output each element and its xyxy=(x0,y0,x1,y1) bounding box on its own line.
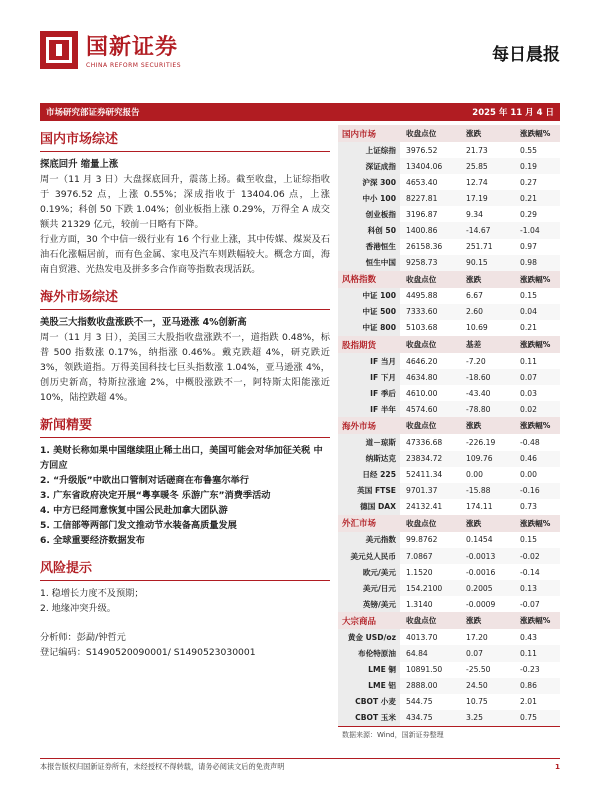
row-value: 17.19 xyxy=(458,190,510,206)
page-footer xyxy=(40,758,560,772)
row-label: 黄金 USD/oz xyxy=(338,629,400,645)
row-value: 0.02 xyxy=(510,401,560,417)
header-cell: 国内市场 xyxy=(338,125,400,142)
row-value: 0.15 xyxy=(510,532,560,548)
row-value: 0.2005 xyxy=(458,580,510,596)
news-item: 1. 美财长称如果中国继续阻止稀土出口，美国可能会对华加征关税 中方回应 xyxy=(40,445,323,471)
row-value: 4610.00 xyxy=(400,385,458,401)
report-type: 每日晨报 xyxy=(492,45,560,65)
row-value: -43.40 xyxy=(458,385,510,401)
row-label: IF 半年 xyxy=(338,401,400,417)
table-row xyxy=(338,678,560,694)
row-value: 2.01 xyxy=(510,694,560,710)
row-value: -0.0016 xyxy=(458,564,510,580)
header-cell: 涨跌幅% xyxy=(510,515,560,532)
row-value: 434.75 xyxy=(400,710,458,726)
company-name-cn: 国新证券 xyxy=(86,35,179,60)
table-row xyxy=(338,596,560,612)
row-value: 4634.80 xyxy=(400,369,458,385)
row-value: 0.46 xyxy=(510,451,560,467)
table-row xyxy=(338,564,560,580)
table-row xyxy=(338,174,560,190)
row-label: 纳斯达克 xyxy=(338,451,400,467)
row-label: 上证综指 xyxy=(338,142,400,158)
row-value: -0.07 xyxy=(510,596,560,612)
header-cell: 涨跌幅% xyxy=(510,336,560,353)
row-value: 4653.40 xyxy=(400,174,458,190)
table-row xyxy=(338,288,560,304)
table-header-overseas xyxy=(338,417,560,434)
row-value: 0.04 xyxy=(510,304,560,320)
row-value: 12.74 xyxy=(458,174,510,190)
logo-mark-icon xyxy=(40,31,78,69)
row-value: 4646.20 xyxy=(400,353,458,369)
row-value: 0.15 xyxy=(510,288,560,304)
row-value: 9701.37 xyxy=(400,483,458,499)
header-cell: 涨跌 xyxy=(458,417,510,434)
row-value: 2.60 xyxy=(458,304,510,320)
header-cell: 涨跌幅% xyxy=(510,125,560,142)
row-value: 0.07 xyxy=(458,645,510,661)
table-row xyxy=(338,401,560,417)
table-header-fx xyxy=(338,515,560,532)
row-value: 3976.52 xyxy=(400,142,458,158)
page-number: 1 xyxy=(554,762,560,771)
market-table xyxy=(338,125,560,726)
row-value: 0.07 xyxy=(510,369,560,385)
row-label: CBOT 玉米 xyxy=(338,710,400,726)
row-label: 日经 225 xyxy=(338,467,400,483)
row-value: 251.71 xyxy=(458,239,510,255)
row-value: 0.13 xyxy=(510,580,560,596)
row-value: 0.03 xyxy=(510,385,560,401)
risk-item: 2. 地缘冲突升级。 xyxy=(40,603,116,614)
row-label: 中证 800 xyxy=(338,320,400,336)
row-label: 道－琼斯 xyxy=(338,434,400,450)
row-value: 47336.68 xyxy=(400,434,458,450)
table-row xyxy=(338,629,560,645)
overseas-subtitle: 美股三大指数收盘涨跌不一，亚马逊涨 4%创新高 xyxy=(40,317,247,328)
row-value: 0.21 xyxy=(510,190,560,206)
table-row xyxy=(338,206,560,222)
row-value: -0.23 xyxy=(510,662,560,678)
table-row xyxy=(338,467,560,483)
row-value: 0.86 xyxy=(510,678,560,694)
row-value: 0.1454 xyxy=(458,532,510,548)
table-header-futures xyxy=(338,336,560,353)
row-value: 0.11 xyxy=(510,353,560,369)
row-label: 德国 DAX xyxy=(338,499,400,515)
header-cell: 海外市场 xyxy=(338,417,400,434)
row-label: 美元指数 xyxy=(338,532,400,548)
table-row xyxy=(338,239,560,255)
overseas-title: 海外市场综述 xyxy=(40,283,330,310)
row-label: 英镑/美元 xyxy=(338,596,400,612)
news-item: 5. 工信部等两部门发文推动节水装备高质量发展 xyxy=(40,520,237,531)
header-cell: 涨跌幅% xyxy=(510,612,560,629)
table-row xyxy=(338,483,560,499)
row-value: -1.04 xyxy=(510,222,560,238)
row-value: 0.19 xyxy=(510,158,560,174)
report-date: 2025 年 11 月 4 日 xyxy=(472,108,554,118)
row-value: 99.8762 xyxy=(400,532,458,548)
header-cell: 收盘点位 xyxy=(400,271,458,288)
row-value: -0.02 xyxy=(510,548,560,564)
row-value: 2888.00 xyxy=(400,678,458,694)
row-label: IF 季后 xyxy=(338,385,400,401)
disclaimer: 本报告版权归国新证券所有，未经授权不得转载，请务必阅读文后的免责声明 xyxy=(40,762,285,771)
header-cell: 收盘点位 xyxy=(400,125,458,142)
news-item: 4. 中方已经同意恢复中国公民赴加拿大团队游 xyxy=(40,505,228,516)
page-header xyxy=(40,30,560,78)
row-value: 9258.73 xyxy=(400,255,458,271)
row-value: -0.0009 xyxy=(458,596,510,612)
table-row xyxy=(338,580,560,596)
table-row xyxy=(338,222,560,238)
table-row xyxy=(338,304,560,320)
overseas-paragraph-1: 周一（11 月 3 日），美国三大股指收盘涨跌不一，道指跌 0.48%，标普 500 指数涨 0.17%，纳指涨 0.46%。戴克跌超 4%，研克跌近 3%，领跌道指。万得美国科技七巨头指数涨 1.04%，亚马逊涨 4%，创历史新高，特斯拉涨逾 2%，中概股涨跌不一，阿特斯太阳能涨近 10%，陆控跌超 4%。 xyxy=(40,332,330,403)
table-row xyxy=(338,662,560,678)
table-header-commodities xyxy=(338,612,560,629)
row-value: 7333.60 xyxy=(400,304,458,320)
row-value: 3196.87 xyxy=(400,206,458,222)
news-item: 6. 全球重要经济数据发布 xyxy=(40,535,145,546)
row-value: -78.80 xyxy=(458,401,510,417)
header-cell: 基差 xyxy=(458,336,510,353)
row-value: -25.50 xyxy=(458,662,510,678)
row-value: 24.50 xyxy=(458,678,510,694)
table-row xyxy=(338,320,560,336)
row-label: 科创 50 xyxy=(338,222,400,238)
row-value: -226.19 xyxy=(458,434,510,450)
row-label: 布伦特原油 xyxy=(338,645,400,661)
row-value: 0.00 xyxy=(458,467,510,483)
header-cell: 风格指数 xyxy=(338,271,400,288)
market-data-panel xyxy=(338,125,560,743)
row-label: 中小 100 xyxy=(338,190,400,206)
domestic-title: 国内市场综述 xyxy=(40,125,330,152)
row-value: 13404.06 xyxy=(400,158,458,174)
row-value: 0.43 xyxy=(510,629,560,645)
table-row xyxy=(338,710,560,726)
risk-item: 1. 稳增长力度不及预期； xyxy=(40,588,144,599)
row-value: 23834.72 xyxy=(400,451,458,467)
analyst-registration: 登记编码：S1490520090001/ S1490523030001 xyxy=(40,647,256,658)
table-row xyxy=(338,499,560,515)
row-value: 25.85 xyxy=(458,158,510,174)
table-header-domestic xyxy=(338,125,560,142)
table-row xyxy=(338,142,560,158)
row-value: 0.00 xyxy=(510,467,560,483)
risk-title: 风险提示 xyxy=(40,554,330,581)
row-value: 17.20 xyxy=(458,629,510,645)
row-label: IF 下月 xyxy=(338,369,400,385)
table-row xyxy=(338,434,560,450)
row-value: 0.97 xyxy=(510,239,560,255)
report-category: 市场研究部证券研究报告 xyxy=(46,108,140,118)
row-value: 8227.81 xyxy=(400,190,458,206)
row-value: 3.25 xyxy=(458,710,510,726)
table-row xyxy=(338,353,560,369)
header-cell: 涨跌幅% xyxy=(510,417,560,434)
header-cell: 涨跌 xyxy=(458,271,510,288)
row-value: 24132.41 xyxy=(400,499,458,515)
row-value: 90.15 xyxy=(458,255,510,271)
table-row xyxy=(338,190,560,206)
row-value: 1400.86 xyxy=(400,222,458,238)
news-item: 2. “升级版”中欧出口管制对话磋商在布鲁塞尔举行 xyxy=(40,475,249,486)
news-item: 3. 广东省政府决定开展“粤享暖冬 乐游广东”消费季活动 xyxy=(40,490,271,501)
row-value: 21.73 xyxy=(458,142,510,158)
row-value: 5103.68 xyxy=(400,320,458,336)
header-cell: 涨跌 xyxy=(458,515,510,532)
company-logo xyxy=(40,30,181,69)
row-value: 0.27 xyxy=(510,174,560,190)
table-row xyxy=(338,645,560,661)
report-bar xyxy=(40,103,560,121)
row-label: IF 当月 xyxy=(338,353,400,369)
company-name-en: CHINA REFORM SECURITIES xyxy=(86,62,182,69)
row-label: CBOT 小麦 xyxy=(338,694,400,710)
row-value: 0.55 xyxy=(510,142,560,158)
row-value: 0.21 xyxy=(510,320,560,336)
row-value: 4013.70 xyxy=(400,629,458,645)
row-value: -0.16 xyxy=(510,483,560,499)
row-value: 10.69 xyxy=(458,320,510,336)
domestic-subtitle: 探底回升 缩量上涨 xyxy=(40,159,119,170)
news-list xyxy=(40,443,330,548)
header-cell: 涨跌 xyxy=(458,612,510,629)
table-header-style xyxy=(338,271,560,288)
table-row xyxy=(338,532,560,548)
row-value: 0.29 xyxy=(510,206,560,222)
row-value: 64.84 xyxy=(400,645,458,661)
header-cell: 收盘点位 xyxy=(400,612,458,629)
row-label: LME 铝 xyxy=(338,678,400,694)
table-row xyxy=(338,451,560,467)
row-label: 欧元/美元 xyxy=(338,564,400,580)
header-cell: 大宗商品 xyxy=(338,612,400,629)
row-value: 0.11 xyxy=(510,645,560,661)
header-cell: 收盘点位 xyxy=(400,336,458,353)
row-value: 6.67 xyxy=(458,288,510,304)
row-value: -14.67 xyxy=(458,222,510,238)
row-value: 174.11 xyxy=(458,499,510,515)
row-value: -7.20 xyxy=(458,353,510,369)
domestic-paragraph-1: 周一（11 月 3 日）大盘探底回升，震荡上扬。截至收盘，上证综指收于 3976.52 点，上涨 0.55%；深成指收于 13404.06 点，上涨 0.19%；科创 50 下跌 1.04%；创业板指上涨 0.29%，万得全 A 成交额共 21329 亿元，较前一日略有下降。 xyxy=(40,174,330,230)
header-cell: 收盘点位 xyxy=(400,515,458,532)
analyst-names: 分析师：彭勐/钟哲元 xyxy=(40,632,126,643)
left-column xyxy=(40,125,330,660)
table-row xyxy=(338,255,560,271)
row-value: -15.88 xyxy=(458,483,510,499)
row-value: 4495.88 xyxy=(400,288,458,304)
row-value: -18.60 xyxy=(458,369,510,385)
row-value: 52411.34 xyxy=(400,467,458,483)
row-label: 美元兑人民币 xyxy=(338,548,400,564)
table-row xyxy=(338,385,560,401)
row-label: 沪深 300 xyxy=(338,174,400,190)
row-value: 1.3140 xyxy=(400,596,458,612)
row-label: 美元/日元 xyxy=(338,580,400,596)
row-label: 英国 FTSE xyxy=(338,483,400,499)
row-value: 4574.60 xyxy=(400,401,458,417)
row-value: 0.75 xyxy=(510,710,560,726)
row-value: -0.48 xyxy=(510,434,560,450)
row-value: -0.14 xyxy=(510,564,560,580)
header-cell: 涨跌幅% xyxy=(510,271,560,288)
row-value: 544.75 xyxy=(400,694,458,710)
row-value: 26158.36 xyxy=(400,239,458,255)
row-value: 7.0867 xyxy=(400,548,458,564)
table-row xyxy=(338,694,560,710)
row-value: 1.1520 xyxy=(400,564,458,580)
row-label: LME 铜 xyxy=(338,662,400,678)
row-value: 109.76 xyxy=(458,451,510,467)
news-title: 新闻精要 xyxy=(40,411,330,438)
row-value: 10.75 xyxy=(458,694,510,710)
row-value: 9.34 xyxy=(458,206,510,222)
row-label: 恒生中国 xyxy=(338,255,400,271)
row-value: 154.2100 xyxy=(400,580,458,596)
domestic-paragraph-2: 行业方面，30 个中信一级行业有 16 个行业上涨，其中传媒、煤炭及石油石化涨幅居前，而有色金属、家电及汽车则跌幅较大。概念方面，海南自贸港、光热发电及拼多多合作商等指数表现活跃。 xyxy=(40,234,330,275)
row-label: 中证 100 xyxy=(338,288,400,304)
row-label: 中证 500 xyxy=(338,304,400,320)
row-value: 0.73 xyxy=(510,499,560,515)
header-cell: 涨跌 xyxy=(458,125,510,142)
table-row xyxy=(338,548,560,564)
data-source: 数据来源：Wind，国新证券整理 xyxy=(338,726,560,743)
row-label: 深证成指 xyxy=(338,158,400,174)
row-label: 创业板指 xyxy=(338,206,400,222)
header-cell: 外汇市场 xyxy=(338,515,400,532)
row-value: 0.98 xyxy=(510,255,560,271)
row-label: 香港恒生 xyxy=(338,239,400,255)
table-row xyxy=(338,369,560,385)
table-row xyxy=(338,158,560,174)
row-value: -0.0013 xyxy=(458,548,510,564)
header-cell: 收盘点位 xyxy=(400,417,458,434)
row-value: 10891.50 xyxy=(400,662,458,678)
header-cell: 股指期货 xyxy=(338,336,400,353)
